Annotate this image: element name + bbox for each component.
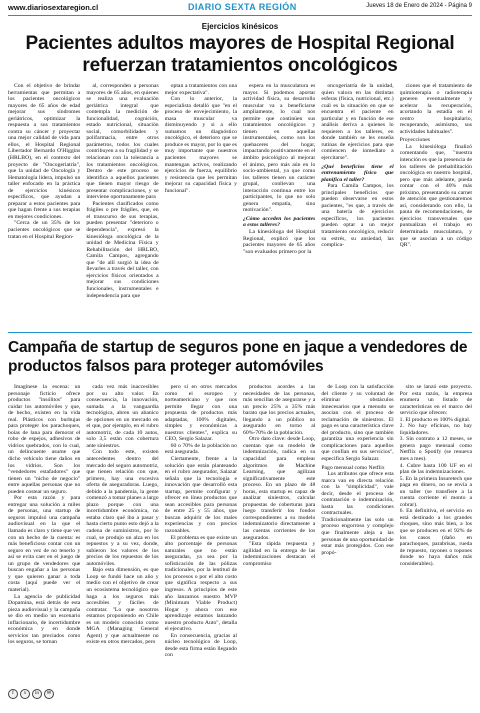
paragraph: ¿Cómo acceden los pacientes a estos talleres? [243, 215, 316, 229]
site-url[interactable]: www.diariosextaregion.cl [8, 3, 99, 12]
paragraph: Los atributos que ofrece esta marca van en directa relación con la "simplicidad", vale decir, desde el proceso de contratación o indemnización, hasta las condiciones contractuales. Tradicionalmente las solo un proceso engorroso y complejo que finalmente aleja a las personas de una oportunidad de estar más protegidos. Con ese propó- [321, 471, 394, 556]
article2-column-1 [8, 384, 80, 709]
paragraph: 1. El producto es 100% digital. [399, 416, 471, 423]
article1-column-4 [243, 83, 315, 330]
masthead [8, 3, 472, 15]
article2-column-4 [243, 384, 315, 709]
share-icons [8, 689, 76, 701]
paragraph: al, corresponden a personas mayores de 65 años, en quienes se realiza una evaluación geriátrica integral que contempla la medición de funcionalidad, cognición, estado nutricional, situación social, comorbilidades y polifarmacia, entre otros parámetros, todos los cuales contribuyen a su fragilidad y se relacionan con la tolerancia a los tratamientos oncológicos. Dentro de este proceso se identifica a aquellos pacientes que tienen mayor riesgo de presentar complicaciones, y se interviene oportunamente para [86, 83, 159, 201]
article1-kicker: Ejercicios kinésicos [201, 22, 279, 31]
paragraph: 6. En definitiva, el servicio en está destinado a los grandes choques, sino más bien, a los que se producen en el 92% de los casos (daño en parachoques, parabrisas, rueda de repuesto, rayones o topones donde no haya daños más considerables). [399, 508, 472, 567]
paragraph: Para Camila Campos, los principales beneficios que pueden observarse en estos pacientes, "es que, a través de una batería de ejercicios específicos, los pacientes pueden optar a un mejor tratamiento oncológico, reducir su estrés, su ansiedad, las complica- [321, 183, 394, 249]
paragraph: Bajo esta dimensión, es que Loop se fundó hace un año y medio con el objetivo de crear un ecosistema tecnológico que haga a los seguros más accesibles y fáciles de contratar. "Lo que nosotros estamos proponiendo en Chile es un modelo conocido como MGA (Managing General Agent) y que actualmente no existe en otros mercados, pero [86, 567, 159, 646]
paragraph: 3. Sin contrato a 12 meses, se genera pago mensual como Netflix o Spotify (se renueva mes a mes). [399, 436, 472, 463]
paragraph: oncogeriatría de la unidad, quien valora en las distintas esferas (física, nutricional, etc.) cuál es la situación en que se encuentra el paciente en particular y en función de ese análisis deriva a quienes lo requieren a los talleres, en donde también se les enseña rutinas de ejercicios para que comiencen de inmediato a ejercitarse". [321, 83, 394, 162]
paragraph: 2. No hay eficinas, no hay liquidadores. [399, 423, 472, 436]
article1-column-5 [321, 83, 393, 330]
article2-body [8, 384, 472, 709]
article1-column-6 [400, 83, 472, 330]
paragraph: 4. Cubre hasta 100 UF en el plan de las indemnizaciones. [399, 462, 472, 476]
paragraph: optan a tratamientos con una mejor expectativa". [164, 83, 237, 96]
paragraph: Con el objetivo de brindar herramientas que permitan a los pacientes oncológicos mayores de 65 años de edad mejorar sus síndromes geriátricos, optimizar la respuesta a sus tratamientos contra su cáncer y proyectar una mejor calidad de vida para ellos, el Hospital Regional Libertador Bernardo O'Higgins (HRLBO), en el contexto del proyecto de "Oncogeriatría", que la unidad de Oncología y Hematología lidera, impulsó un taller enfocado en la práctica de ejercicios kinésicos específicos, que ayudan a preparar a estos pacientes para que hagan frente a sus terapias en mejores condiciones. [8, 83, 81, 220]
paragraph: La kinesióloga del Hospital Regional, explicó que los pacientes mayores de 65 años "son evaluados primero por la [243, 229, 316, 255]
paragraph: pero si en otros mercados como el europeo y norteamericano y que nos permite llegar con una propuesta de productos más adaptadas, 100% digitales, simples y económicas a nuestros clientes", explica su CEO, Sergio Salazar. [164, 384, 237, 443]
newspaper-name: DIARIO SEXTA REGIÓN [188, 2, 297, 12]
paragraph: La kinesióloga finalizó comentando que, "nuestra intención es que la presencia de los talleres de prehabilitación oncológica en nuestro hospital, pero que más adelante, pueda contar con el 40% más próximo, presentando su carnet de atención que gestionaremos así, considerando con ello, la pauta de recomendaciones, de ejercicios transversales que puntualizan el trabajo en determinada musculatura, y que se asocian a un código QR". [399, 143, 472, 249]
paragraph: "Esta rápida respuesta y agilidad en la entrega de las indemnizaciones destacan el compromiso [243, 541, 316, 567]
paragraph: Pago mensual como Netflix [321, 464, 385, 471]
paragraph: cada vez más inaccesibles por su alto valor. En consecuencia, la innovación, sumada a la vanguardia tecnológica, abren un abanico de opciones en un mercado en el que, por ejemplo, en el rubro automotriz, de cada 10 autos, solo 3,5 están con cobertura ante siniestros. [86, 384, 159, 449]
paragraph: productos acordes a las necesidades de las personas, más sencillas de asegurarse y a un precio 25% a 35% más barato que los precios actuales, llegando a un público no asegurado en torno al 60%-70% de la población. [243, 384, 316, 436]
share-icon[interactable]: x [20, 689, 30, 699]
article-divider [8, 332, 472, 333]
share-icon[interactable]: in [32, 689, 42, 699]
article2-headline: Campaña de startup de seguros pone en jaque a vendedores de productos falsos para proteger automóviles [8, 339, 468, 375]
article2-column-5 [321, 384, 393, 709]
masthead-divider [8, 15, 472, 16]
paragraph: "Cerca de un 35% de los pacientes oncológicos que se tratan en el Hospital Region- [8, 220, 81, 240]
article1-headline: Pacientes adultos mayores de Hospital Regional refuerzan tratamientos oncológicos [25, 33, 455, 76]
share-icon[interactable]: f [8, 689, 18, 699]
paragraph: 5. En la primera Insuretech que paga en dinero, no se envía a un taller (se transfiere a la cuenta corriente el monto a cobrar). [399, 475, 472, 508]
paragraph: El problema es que existe un alto porcentaje de personas naturales que no están aseguradas, ya sea por la sofisticación de las pólizas tradicionales, por la lentitud de los procesos o por el alto costo que significa respecto a sus ingresos. A principios de este año lanzamos nuestro MVP (Minimum Viable Product) Hogar y ahora con ese aprendizaje estamos lanzando nuestro producto Auto", detalla el ejecutivo. [164, 534, 237, 633]
date-page: Jueves 18 de Enero de 2024 - Página 9 [366, 3, 472, 9]
article1-column-2 [86, 83, 158, 330]
paragraph: Imagínese la escena: un personaje ficticio ofrece productos "insólitos" para cuidar los automóviles y que, de hecho, existen en la vida real. Plásticos con burbujas para proteger los parachoques, boías de lana para demorar el robo de espejos, adhesivos de vidrios quebrados, con lo cual, un delincuente asume que dicho vehículo tiene daños en los vidrios. Son los "vendedores estafadores" que tienen un "nicho de negocio" entre aquellas personas que no pueden costear un seguro. [8, 384, 81, 495]
article2-column-6 [400, 384, 472, 709]
article2-column-3 [165, 384, 237, 709]
article1-column-3 [165, 83, 237, 330]
article1-body [8, 83, 472, 330]
paragraph: de Loop con la satisfacción del cliente y su voluntad de eliminar obstáculos innecesarios que a menudo se asocian con el proceso de reclamación de siniestros. El pago es una característica clave del producto, sino que también garantiza una experiencia sin complicaciones para aquellos que confían en sus servicios", especifica Sergio Salazar. [321, 384, 394, 463]
share-icon[interactable]: ✉ [44, 689, 54, 699]
paragraph: espera en la musculatura es mayor. Si podemos aportar actividad física, su desarrollo muscular va a beneficiarse ampliamente, lo cual nos permite que continúen sus tratamientos oncológicos y tienen en aquellas instrumentales, como son los quehaceres del hogar, impactando positivamente en el ámbito psicológico al mejorar el ánimo, pero más aún en lo socio-ambiental, ya que como los talleres tienen un carácter grupal, conllevan una interacción continua entre los participantes, lo que no solo genera empatía, sino motivación". [243, 83, 316, 214]
paragraph: Con todo este, existen antecedentes dentro del mercado del seguro automotriz, que tienen relación con que, primero, hay una excesiva oferta de aseguradoras. Luego, debido a la pandemia, la gente comenzó a tomar planes a largo plazo porque con una incertidumbre económica, no estaba claro qué iba a pasar y hasta cierto punto esto dejó a la cadena de suministros, por lo cual, se produjo un alza en los repuestos y a su vez, donde, subieron los valores de los precios de los repuestos de los automóviles. [86, 449, 159, 567]
article1-column-1 [8, 83, 80, 330]
paragraph: 60 o 70% de la población no está asegurada. [164, 442, 237, 456]
paragraph: En consecuencia, gracias al núcleo tecnológico de Loop, desde esta firma están llegando con [164, 632, 237, 659]
paragraph: La agencia de publicidad Dopamina, está detrás de esta pieza audiovisual y la campaña se dio en medio un escenario inflacionario, de incertidumbre económica y en donde servicios tan preciados como los seguros, se tornan [8, 593, 81, 646]
article2-column-2 [86, 384, 158, 709]
paragraph: Otro dato clave: desde Loop, cuentan que su modelo de indemnización, radica en su capacidad para emplear algoritmos de Machine Learning, que agilizan significativamente este proceso. En un plazo de 48 horas, esta startup es capaz de analizar siniestros, calcular propuestas de coberturas para luego transferir los fondos correspondientes a su modelo indemnizatorio directamente a las cuentas corrientes de los asegurados. [243, 436, 316, 541]
paragraph: Ciertamente, frente a la solución que están planteando en el rubro asegurador, Salazar señala que la tecnología e innovación que desarrolló esta startup, permite configurar y ofrecer en línea productos que sean accesibles para personas de entre 25 y 55 años, que buscan adquirir de los males experiencias y con precios razonables. [164, 456, 237, 535]
paragraph: sito se lanzó este proyecto. Por esta razón, la empresa enumera un listado de características en el marco del servicio que ofrecen: [399, 384, 472, 417]
paragraph: Pacientes clasificados como frágiles o pre frágiles, que, en el transcurso de sus terapias, pueden presentar "deterioro o dependencia", expresó la kinesióloga oncológica de la unidad de Medicina Física y Rehabilitación del HRLBO, Camila Campos, agregando que "de allí surgió la idea de llevarles a través del taller, con ejercicios físicos orientados a mejorar sus condiciones funcionales, instrumentales e independencia para que [86, 200, 159, 299]
paragraph: ciones que el tratamiento de quimioterapia o radioterapia generen eventualmente y acelerar la recuperación, acortando la estadía en el centro hospitalario, recuperando, asimismo, sus actividades habituales". [399, 83, 472, 135]
paragraph: Por esta razón y para entregar una solución a miles de personas, una startup de seguros impulsó una campaña audiovisual en la que el llamado es claro y tiene que ver con un hecho de la cuenta: es más beneficioso contar con un seguro en vez de no tenerlo y así se evita caer en el juego de un grupo de vendedores que buscan engañar a las personas y que quieren ganar a toda costa (aquí puede ver el material). [8, 495, 81, 593]
paragraph: Proyecciones [399, 137, 430, 144]
paragraph: Con lo anterior, la especialista detalló que "en el proceso de envejecimiento, la masa muscular va disminuyendo y si a ello sumamos un diagnóstico oncológico, el deterioro que se produce es mayor, por lo que es muy importante que nuestros pacientes mayores se mantengan activos, realizando ejercicios de fuerza, equilibrio y resistencia que les permitan mejorar su capacidad física y funcional". [164, 96, 237, 194]
paragraph: ¿Qué beneficios tiene el entrenamiento físico que planifica el taller? [321, 163, 394, 183]
